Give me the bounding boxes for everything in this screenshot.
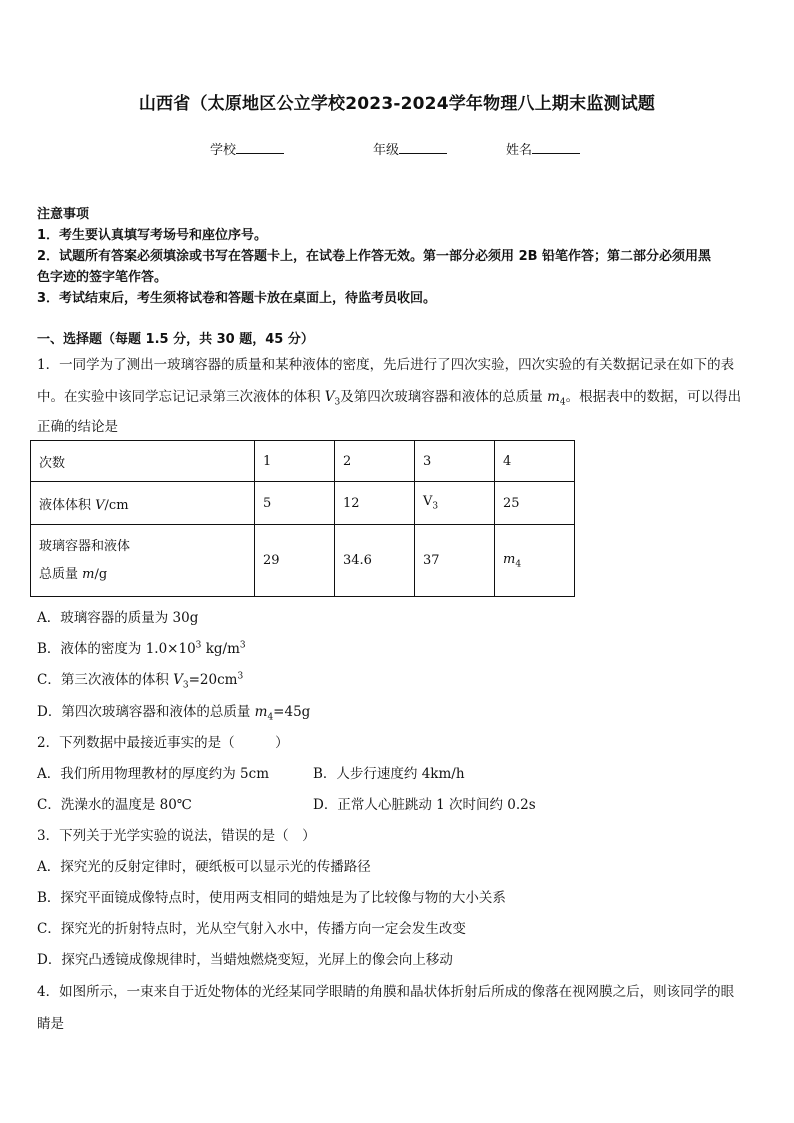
notice-item: 1．考生要认真填写考场号和座位序号。 (37, 228, 268, 243)
table-cell: 次数 (31, 441, 255, 482)
opt-sub: 4 (267, 712, 274, 723)
opt-text: =45g (273, 704, 311, 720)
table-cell: 34.6 (335, 525, 415, 597)
table-cell: 1 (255, 441, 335, 482)
opt-sup: 3 (195, 640, 202, 651)
grade-field[interactable] (373, 139, 447, 158)
q1-var-v-sub: 3 (334, 397, 341, 408)
table-row (31, 525, 575, 597)
cell-sub: 3 (432, 501, 439, 512)
q3-stem: 3．下列关于光学实验的说法，错误的是（ ） (37, 828, 316, 844)
page-title: 山西省（太原地区公立学校2023-2024学年物理八上期末监测试题 (138, 94, 656, 114)
opt-var: V (173, 672, 183, 688)
cell-text: 总质量 (39, 566, 83, 582)
table-cell: 5 (255, 482, 335, 525)
cell-var: m (503, 551, 516, 567)
table-cell (415, 482, 495, 525)
table-cell: 3 (415, 441, 495, 482)
name-label: 姓名 (506, 143, 533, 158)
q1-text: 。根据表中的数据，可以得出 (565, 389, 742, 405)
name-blank[interactable] (532, 141, 580, 154)
q4-stem-line1: 4．如图所示，一束来自于近处物体的光经某同学眼睛的角膜和晶状体折射后所成的像落在视网膜之后，则该同学的眼 (37, 984, 735, 1000)
q4-stem-line2: 睛是 (37, 1016, 64, 1032)
opt-sub: 3 (182, 680, 189, 691)
q3-option-a[interactable]: A．探究光的反射定律时，硬纸板可以显示光的传播路径 (37, 859, 371, 875)
notice-item: 2．试题所有答案必须填涂或书写在答题卡上，在试卷上作答无效。第一部分必须用 2B 铅笔作答；第二部分必须用黑 (37, 249, 712, 264)
q1-option-a[interactable]: A．玻璃容器的质量为 30g (37, 610, 199, 626)
q1-var-m-sub: 4 (559, 397, 566, 408)
cell-var: V (423, 494, 433, 510)
table-cell (31, 525, 255, 597)
school-field[interactable] (210, 139, 284, 158)
cell-text: /g (94, 566, 108, 582)
section-heading: 一、选择题（每题 1.5 分，共 30 题，45 分） (37, 332, 314, 347)
opt-sup: 3 (237, 671, 244, 682)
table-cell: 29 (255, 525, 335, 597)
table-cell (495, 525, 575, 597)
q1-option-b[interactable] (37, 637, 246, 657)
notice-item: 3．考试结束后，考生须将试卷和答题卡放在桌面上，待监考员收回。 (37, 291, 437, 306)
opt-text: B．液体的密度为 1.0×10 (37, 641, 196, 657)
q1-stem-line1: 1．一同学为了测出一玻璃容器的质量和某种液体的密度，先后进行了四次实验，四次实验的有关数据记录在如下的表 (37, 357, 735, 373)
cell-var: m (82, 566, 95, 582)
table-cell: 4 (495, 441, 575, 482)
q1-var-v: V (324, 389, 335, 405)
cell-text: /cm (104, 497, 129, 513)
q1-stem-line2 (37, 385, 741, 408)
opt-text: =20cm (188, 672, 238, 688)
opt-text: D．第四次玻璃容器和液体的总质量 (37, 704, 255, 720)
q1-text: 及第四次玻璃容器和液体的总质量 (340, 389, 548, 405)
school-label: 学校 (210, 143, 237, 158)
q3-option-b[interactable]: B．探究平面镜成像特点时，使用两支相同的蜡烛是为了比较像与物的大小关系 (37, 890, 506, 906)
school-blank[interactable] (236, 141, 284, 154)
q2-option-c[interactable]: C．洗澡水的温度是 80℃ (37, 797, 192, 813)
cell-var: V (95, 497, 105, 513)
grade-label: 年级 (373, 143, 400, 158)
notice-heading: 注意事项 (37, 207, 90, 222)
table-cell: 25 (495, 482, 575, 525)
q1-stem-line3: 正确的结论是 (37, 419, 118, 435)
q2-stem: 2．下列数据中最接近事实的是（ ） (37, 735, 289, 751)
table-cell: 12 (335, 482, 415, 525)
q1-text: 中。在实验中该同学忘记记录第三次液体的体积 (37, 389, 325, 405)
table-row (31, 441, 575, 482)
opt-sup: 3 (239, 640, 246, 651)
q2-option-a[interactable]: A．我们所用物理教材的厚度约为 5cm (37, 766, 269, 782)
q1-option-d[interactable] (37, 700, 310, 723)
q1-var-m: m (547, 389, 560, 405)
table-row (31, 482, 575, 525)
q3-option-c[interactable]: C．探究光的折射特点时，光从空气射入水中，传播方向一定会发生改变 (37, 921, 466, 937)
notice-item: 色字迹的签字笔作答。 (37, 270, 168, 285)
cell-text: 玻璃容器和液体 (39, 538, 131, 554)
name-field[interactable] (506, 139, 580, 158)
cell-sub: 4 (515, 559, 522, 570)
cell-text: 液体体积 (39, 497, 96, 513)
q1-option-c[interactable] (37, 668, 243, 691)
table-cell (31, 482, 255, 525)
opt-text: kg/m (201, 641, 240, 657)
q3-option-d[interactable]: D．探究凸透镜成像规律时，当蜡烛燃烧变短，光屏上的像会向上移动 (37, 952, 453, 968)
q2-option-d[interactable]: D．正常人心脏跳动 1 次时间约 0.2s (313, 797, 536, 813)
q2-option-b[interactable]: B．人步行速度约 4km/h (313, 766, 465, 782)
q1-data-table (30, 440, 575, 597)
cell-text-line (39, 561, 246, 589)
table-cell: 2 (335, 441, 415, 482)
opt-var: m (254, 704, 268, 720)
table-cell: 37 (415, 525, 495, 597)
grade-blank[interactable] (399, 141, 447, 154)
opt-text: C．第三次液体的体积 (37, 672, 174, 688)
